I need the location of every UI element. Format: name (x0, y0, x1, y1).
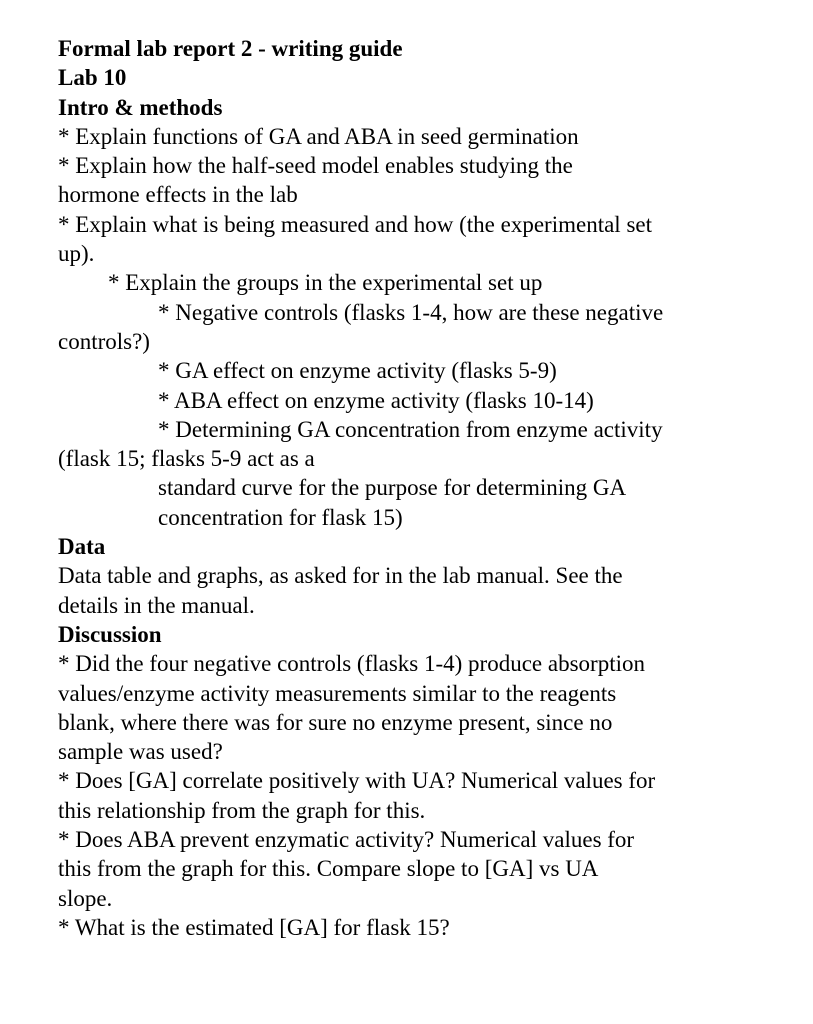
discussion-line: * Did the four negative controls (flasks 1-4) produce absorption (58, 651, 645, 677)
intro-line: hormone effects in the lab (58, 182, 298, 208)
intro-line: up). (58, 241, 95, 267)
intro-line-indented: * Explain the groups in the experimental set up (108, 270, 543, 296)
intro-line-indented: standard curve for the purpose for determining GA (158, 475, 627, 501)
discussion-line: blank, where there was for sure no enzyme present, since no (58, 709, 613, 735)
discussion-line: * What is the estimated [GA] for flask 15? (58, 914, 450, 940)
discussion-line: * Does ABA prevent enzymatic activity? Numerical values for (58, 827, 635, 853)
intro-line-indented: * Negative controls (flasks 1-4, how are these negative (158, 299, 664, 325)
data-line: details in the manual. (58, 592, 255, 618)
discussion-line: this from the graph for this. Compare slope to [GA] vs UA (58, 856, 599, 882)
discussion-line: * Does [GA] correlate positively with UA? Numerical values for (58, 768, 656, 794)
intro-line: * Explain how the half-seed model enables studying the (58, 153, 573, 179)
intro-line: * Explain what is being measured and how (the experimental set (58, 211, 652, 237)
document-body (58, 34, 758, 942)
intro-line: (flask 15; flasks 5-9 act as a (58, 446, 315, 472)
discussion-heading: Discussion (58, 621, 162, 647)
intro-line: controls?) (58, 328, 150, 354)
intro-line: * Explain functions of GA and ABA in seed germination (58, 123, 579, 149)
intro-heading: Intro & methods (58, 94, 223, 120)
intro-line-indented: * Determining GA concentration from enzyme activity (158, 416, 663, 442)
discussion-line: slope. (58, 885, 113, 911)
data-line: Data table and graphs, as asked for in the lab manual. See the (58, 563, 623, 589)
discussion-line: this relationship from the graph for this. (58, 797, 426, 823)
discussion-line: values/enzyme activity measurements similar to the reagents (58, 680, 617, 706)
intro-line-indented: * ABA effect on enzyme activity (flasks 10-14) (158, 387, 594, 413)
discussion-line: sample was used? (58, 739, 223, 765)
intro-line-indented: concentration for flask 15) (158, 504, 403, 530)
intro-line-indented: * GA effect on enzyme activity (flasks 5-9) (158, 358, 557, 384)
lab-number: Lab 10 (58, 65, 127, 91)
data-heading: Data (58, 534, 106, 560)
document-title: Formal lab report 2 - writing guide (58, 36, 403, 61)
